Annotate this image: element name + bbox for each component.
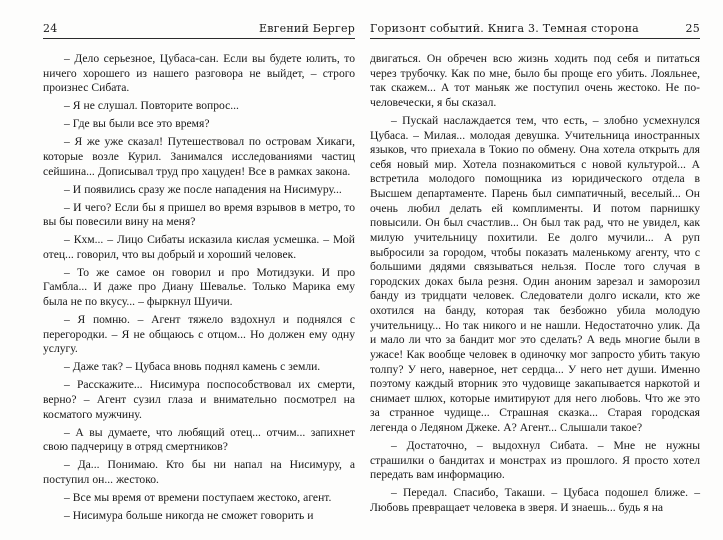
paragraph: – Где вы были все это время? — [64, 117, 210, 131]
left-running-head — [43, 22, 355, 39]
right-text-column — [370, 52, 700, 516]
right-page-number: 25 — [685, 22, 700, 35]
paragraph: – Я не слушал. Повторите вопрос... — [64, 99, 239, 113]
left-text-column — [43, 52, 355, 524]
paragraph: – Даже так? – Цубаса вновь поднял камень с земли. — [64, 360, 321, 374]
paragraph: – И чего? Если бы я пришел во время взрывов в метро, то вы бы повесили вину на меня? — [43, 200, 355, 229]
paragraph: – А вы думаете, что любящий отец... отчим... запихнет свою падчерицу в отряд смертников? — [43, 425, 355, 454]
paragraph: двигаться. Он обречен всю жизнь ходить под себя и питаться через трубочку. Как по мне, было бы проще его убить. Лояльнее, так скажем... А тот маньяк же поступил очень жестоко. Не по-человечески, я бы сказал. — [370, 52, 700, 109]
paragraph: – Расскажите... Нисимура поспособствовал их смерти, верно? – Агент сузил глаза и внимательно посмотрел на косматого мужчину. — [43, 378, 355, 421]
paragraph: – Передал. Спасибо, Такаши. – Цубаса подошел ближе. – Любовь превращает человека в зверя. И знаешь... будь я на — [370, 486, 700, 514]
paragraph: – Нисимура больше никогда не сможет говорить и — [64, 508, 314, 522]
paragraph: – Пускай наслаждается тем, что есть, – злобно усмехнулся Цубаса. – Милая... молодая девушка. Учительница иностранных языков, что приехала в Токио по обмену. Она хотела открыть для себя новый мир. Хотела познакомиться с новой культурой... А встретила молодого помощника из юридического отдела в Высшем департаменте. Парень был симпатичный, веселый... Он очень любил делать ей комплименты. И потом парнишку повысили. Он был счастлив... Он был так рад, что не увидел, как милую учительницу похитили. Ее долго мучили... А руп выбросили за городом, чтобы показать маленькому агенту, что с большими дядями связываться нельзя. После того случая в городских доках была резня. Один аноним зарезал и заморозил банду из тридцати человек. Следователи долго искали, кто же охотился на банду, которая так безбожно убила молодую учительницу... Но так никого и не нашли. Недостаточно улик. Да и мало ли что за бандит мог это сделать? А ведь многие были в ужасе! Как вообще человек в одиночку мог запросто убить такую толпу? У него, наверное, нет сердца... У него нет души. Именно поэтому каждый вторник это чудовище закапывается наркотой и снимает шлюх, которые имитируют для него любовь. Что же это за странное чудище... Страшная сказка... Старая городская легенда о Ледяном Джеке. А? Агент... Слышали такое? — [370, 113, 700, 435]
paragraph: – Да... Понимаю. Кто бы ни напал на Нисимуру, а поступил он... жестоко. — [43, 458, 355, 486]
paragraph: – То же самое он говорил и про Мотидзуки. И про Гамбла... И даже про Диану Шевалье. Только Марика ему была не по вкусу... – фыркнул Шуичи. — [43, 265, 355, 309]
paragraph: – Я же уже сказал! Путешествовал по островам Хикаги, которые возле Курил. Занимался исследованиями частиц сейшина... Дописывал труд про хацуден! Все в рамках закона. — [43, 135, 355, 178]
paragraph: – Кхм... – Лицо Сибаты исказила кислая усмешка. – Мой отец... говорил, что вы добрый и хороший человек. — [43, 233, 355, 261]
paragraph: – Достаточно, – выдохнул Сибата. – Мне не нужны страшилки о бандитах и монстрах из прошлого. Я просто хотел передать вам информацию. — [370, 439, 700, 482]
paragraph: – Все мы время от времени поступаем жестоко, агент. — [64, 490, 332, 504]
paragraph: – Я помню. – Агент тяжело вздохнул и поднялся с перегородки. – Я не общаюсь с отцом... Но должен ему одну услугу. — [43, 313, 355, 356]
right-running-head — [370, 22, 700, 39]
left-running-head-title: Евгений Бергер — [258, 22, 355, 35]
right-page — [366, 0, 723, 540]
left-page-number: 24 — [43, 22, 58, 35]
paragraph: – Дело серьезное, Цубаса-сан. Если вы будете юлить, то ничего хорошего из нашего разговора не выйдет, – строго произнес Сибата. — [43, 52, 355, 95]
paragraph: – И появились сразу же после нападения на Нисимуру... — [64, 182, 342, 196]
right-running-head-title: Горизонт событий. Книга 3. Темная сторона — [370, 22, 639, 35]
